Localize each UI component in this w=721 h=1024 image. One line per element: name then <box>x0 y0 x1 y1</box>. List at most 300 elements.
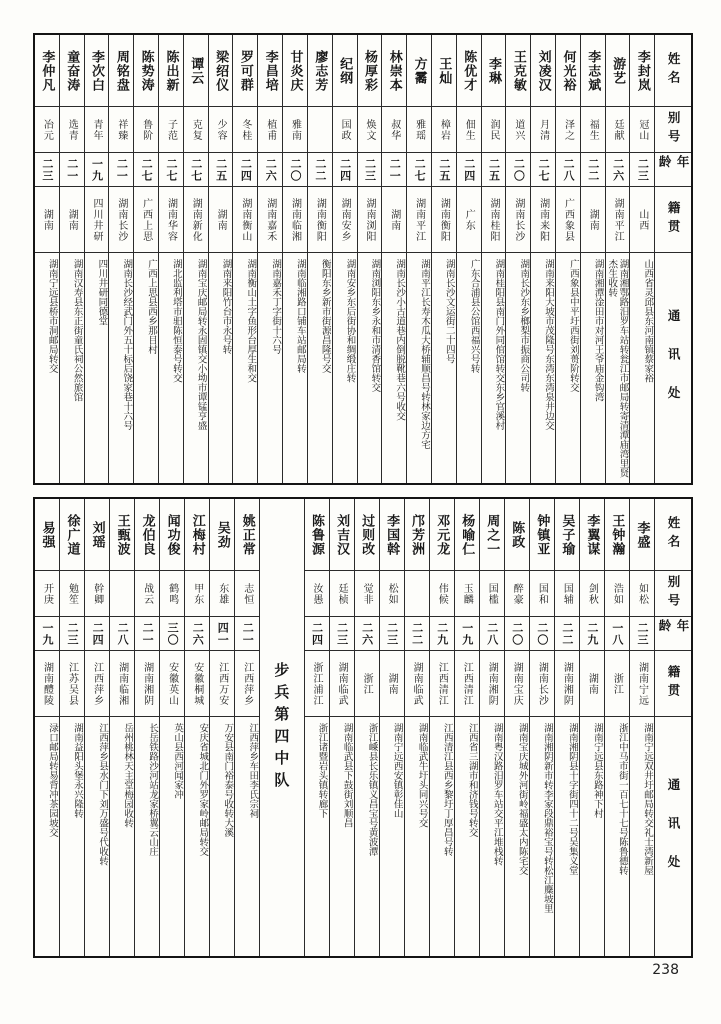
roster-table-top <box>33 33 693 485</box>
person-column <box>529 499 554 956</box>
unit-divider-label: 步兵第四中队 <box>272 661 291 794</box>
person-name: 纪纲 <box>333 35 357 107</box>
person-alias <box>110 571 134 617</box>
person-age: 二二 <box>581 153 605 187</box>
person-alias: 青年 <box>85 107 109 153</box>
header-address: 通讯处 <box>666 309 682 425</box>
person-age: 二七 <box>134 153 158 187</box>
person-age: 二一 <box>235 617 259 651</box>
person-name: 李盛 <box>630 499 654 571</box>
header-column <box>654 499 691 956</box>
person-column <box>579 499 604 956</box>
person-age: 二〇 <box>530 617 554 651</box>
person-column <box>184 499 209 956</box>
person-alias: 选青 <box>60 107 84 153</box>
person-name: 童奋涛 <box>60 35 84 107</box>
person-column <box>59 499 84 956</box>
person-column <box>629 499 654 956</box>
person-address: 衡阳东乡新市街源昌隆号交 <box>319 259 331 373</box>
person-column <box>554 499 579 956</box>
person-name: 李封岚 <box>630 35 654 107</box>
person-name: 谭云 <box>184 35 208 107</box>
person-native: 湖南来阳 <box>531 187 555 253</box>
person-native: 湖南长沙 <box>109 187 133 253</box>
person-age: 一九 <box>85 153 109 187</box>
person-name: 何光裕 <box>556 35 580 107</box>
person-alias <box>405 571 429 617</box>
person-age: 二七 <box>184 153 208 187</box>
person-alias: 子范 <box>159 107 183 153</box>
person-column <box>381 35 406 483</box>
person-name: 陈鲁源 <box>305 499 329 571</box>
person-address: 湖南益阳头堡永兴隆转 <box>72 723 84 818</box>
person-address: 湖南桂阳县南门外同倌馆转交东乡官溪村 <box>493 259 505 430</box>
person-age: 二四 <box>333 153 357 187</box>
person-age: 二八 <box>110 617 134 651</box>
person-native: 广东 <box>457 187 481 253</box>
person-column <box>133 35 158 483</box>
person-alias: 月清 <box>531 107 555 153</box>
person-name: 江梅村 <box>185 499 209 571</box>
person-native: 湖南安乡 <box>333 187 357 253</box>
person-address: 湖南粤汉路汨罗车站交平江堆栈转 <box>491 723 503 866</box>
person-alias: 剑秋 <box>580 571 604 617</box>
person-name: 游艺 <box>606 35 630 107</box>
person-address: 湖南临武县下鼓街刘顺昌 <box>341 723 353 828</box>
person-address: 浙江中马市街一百七十七号陈鲁德转 <box>616 723 628 875</box>
person-native: 江苏吴县 <box>60 651 84 717</box>
header-alias: 别号 <box>655 107 691 153</box>
person-address: 湖南湘潭淦田市对河王爷庙金钩湾 <box>592 259 604 402</box>
person-address: 山西省灵邱县东河南镇蔡家裕 <box>642 259 654 383</box>
person-column <box>159 499 184 956</box>
person-column <box>183 35 208 483</box>
person-address: 湖南宁远县桥市洞邮局转交 <box>46 259 58 373</box>
person-native: 四川井研 <box>85 187 109 253</box>
person-alias: 国政 <box>333 107 357 153</box>
person-age: 二六 <box>258 153 282 187</box>
person-native: 浙江浦江 <box>305 651 329 717</box>
person-alias: 克复 <box>184 107 208 153</box>
person-name: 陈优才 <box>457 35 481 107</box>
person-alias: 觉非 <box>355 571 379 617</box>
person-native: 湖南临武 <box>405 651 429 717</box>
person-age: 二一 <box>135 617 159 651</box>
person-column <box>481 35 506 483</box>
person-native: 湖南新化 <box>184 187 208 253</box>
person-native: 湖南 <box>380 651 404 717</box>
person-age: 一八 <box>605 617 629 651</box>
person-column <box>234 499 259 956</box>
person-alias: 雅南 <box>283 107 307 153</box>
person-column <box>304 499 329 956</box>
person-native: 湖南 <box>382 187 406 253</box>
person-age: 二八 <box>556 153 580 187</box>
person-name: 周铭盘 <box>109 35 133 107</box>
person-column <box>84 35 109 483</box>
person-native: 湖南湘阴 <box>480 651 504 717</box>
header-column <box>654 35 691 483</box>
person-native: 湖南嘉禾 <box>258 187 282 253</box>
person-age: 二三 <box>358 153 382 187</box>
person-address: 湖南临湘路口铺车站邮局转 <box>294 259 306 373</box>
person-name: 陈势涛 <box>134 35 158 107</box>
person-column <box>479 499 504 956</box>
person-native: 湖南浏阳 <box>358 187 382 253</box>
person-address: 四川井研同德堂 <box>96 259 108 326</box>
header-name: 姓名 <box>655 499 691 571</box>
person-name: 李仲凡 <box>35 35 59 107</box>
person-address: 湖南来阳竹台市永号转 <box>220 259 232 354</box>
person-native: 湖南衡阳 <box>308 187 332 253</box>
person-alias: 廷献 <box>606 107 630 153</box>
person-native: 湖南 <box>209 187 233 253</box>
person-name: 龙伯良 <box>135 499 159 571</box>
person-age: 三〇 <box>160 617 184 651</box>
person-column <box>257 35 282 483</box>
page-number: 238 <box>652 962 679 978</box>
person-native: 湖南宝庆 <box>505 651 529 717</box>
person-column <box>209 499 234 956</box>
header-address: 通讯处 <box>665 777 681 894</box>
person-age: 二三 <box>330 617 354 651</box>
person-address: 湖南宁远双井圩邮局转交礼士湾新屋 <box>641 723 653 875</box>
person-native: 湖南长沙 <box>530 651 554 717</box>
person-native: 湖南湘阴 <box>135 651 159 717</box>
person-column <box>605 35 630 483</box>
person-alias: 植甫 <box>258 107 282 153</box>
person-native: 江西清江 <box>430 651 454 717</box>
person-column <box>232 35 257 483</box>
person-column <box>379 499 404 956</box>
person-column <box>406 35 431 483</box>
header-age: 年龄 <box>655 153 691 187</box>
person-address: 湖南汉寿县东正街童氏祠公然旅馆 <box>71 259 83 402</box>
person-column <box>530 35 555 483</box>
person-native: 江西萍乡 <box>85 651 109 717</box>
person-native: 湖南平江 <box>407 187 431 253</box>
person-native: 江西萍乡 <box>235 651 259 717</box>
person-address: 浙江诸暨岩头镇转廊下 <box>316 723 328 818</box>
person-alias: 少容 <box>209 107 233 153</box>
person-name: 李志斌 <box>581 35 605 107</box>
person-age: 二〇 <box>505 617 529 651</box>
person-age: 二六 <box>185 617 209 651</box>
person-age: 二九 <box>430 617 454 651</box>
person-column <box>404 499 429 956</box>
person-alias: 樟岩 <box>432 107 456 153</box>
person-alias: 润民 <box>482 107 506 153</box>
person-age: 二二 <box>555 617 579 651</box>
person-age: 二二 <box>308 153 332 187</box>
person-alias: 战云 <box>135 571 159 617</box>
person-alias: 醉豪 <box>505 571 529 617</box>
header-name: 姓名 <box>655 35 691 107</box>
person-column <box>555 35 580 483</box>
person-native: 安徽桐城 <box>185 651 209 717</box>
person-alias: 冬桂 <box>233 107 257 153</box>
person-address: 湖南长沙小古道巷内倒脱靴巷六号收交 <box>394 259 406 421</box>
person-address: 广西上思县西乡那目村 <box>146 259 158 354</box>
person-column <box>35 35 59 483</box>
person-age: 二四 <box>305 617 329 651</box>
person-name: 李次白 <box>85 35 109 107</box>
person-age: 二〇 <box>506 153 530 187</box>
person-alias: 雅瑶 <box>407 107 431 153</box>
person-alias: 冠山 <box>630 107 654 153</box>
person-age: 二六 <box>355 617 379 651</box>
person-alias: 佃生 <box>457 107 481 153</box>
person-address: 湖南宝庆城外河街岭福盛太内陈宅交 <box>516 723 528 875</box>
person-native: 湖南湘阴 <box>555 651 579 717</box>
person-column <box>134 499 159 956</box>
person-name: 杨喻仁 <box>455 499 479 571</box>
person-native: 湖南 <box>581 187 605 253</box>
person-column <box>158 35 183 483</box>
person-native: 湖南临武 <box>330 651 354 717</box>
person-address: 渌口邮局转易背冲茶园坡交 <box>47 723 59 837</box>
person-address: 湖南湘阴新市转李家段鼎裕宝号转松江麋坡里 <box>541 723 553 913</box>
person-address: 湖南衡山土字鱼形台厚生和交 <box>245 259 257 383</box>
person-age: 一九 <box>35 617 59 651</box>
person-name: 过则改 <box>355 499 379 571</box>
person-alias: 玉麟 <box>455 571 479 617</box>
person-column <box>35 499 59 956</box>
person-age: 二一 <box>382 153 406 187</box>
roster-table-bottom <box>33 497 693 958</box>
person-alias: 泽之 <box>556 107 580 153</box>
person-age: 二九 <box>580 617 604 651</box>
person-alias: 开庚 <box>35 571 59 617</box>
person-age: 二三 <box>60 617 84 651</box>
person-native: 湖南平江 <box>606 187 630 253</box>
person-address: 江西萍乡县水门下刘万盛号代收转 <box>97 723 109 866</box>
person-native: 湖南 <box>35 187 59 253</box>
person-age: 二五 <box>209 153 233 187</box>
person-name: 王灿 <box>432 35 456 107</box>
person-alias: 东雄 <box>210 571 234 617</box>
person-name: 刘凌汉 <box>531 35 555 107</box>
person-age: 二三 <box>630 617 654 651</box>
person-column <box>580 35 605 483</box>
person-name: 李琳 <box>482 35 506 107</box>
person-age: 二三 <box>35 153 59 187</box>
person-column <box>604 499 629 956</box>
person-age: 二八 <box>480 617 504 651</box>
person-age: 二七 <box>407 153 431 187</box>
person-column <box>429 499 454 956</box>
person-age: 二四 <box>85 617 109 651</box>
header-native: 籍贯 <box>655 187 691 253</box>
person-address: 湖南宝庆邮局转永固镇交小坳市谭锰亨盛 <box>195 259 207 430</box>
person-age: 二〇 <box>283 153 307 187</box>
person-name: 王钟瀚 <box>605 499 629 571</box>
unit-divider <box>259 499 303 956</box>
person-column <box>357 35 382 483</box>
person-name: 周之一 <box>480 499 504 571</box>
person-name: 吴劲 <box>210 499 234 571</box>
person-alias: 叔华 <box>382 107 406 153</box>
person-age: 二七 <box>531 153 555 187</box>
person-alias: 志恒 <box>235 571 259 617</box>
person-age: 二五 <box>482 153 506 187</box>
person-address: 江西清江县西乡黎圩丁厚昌号转 <box>441 723 453 856</box>
person-native: 湖南 <box>580 651 604 717</box>
person-alias: 松如 <box>380 571 404 617</box>
person-age: 二三 <box>630 153 654 187</box>
person-name: 王克敏 <box>506 35 530 107</box>
person-age: 二七 <box>159 153 183 187</box>
person-column <box>109 499 134 956</box>
person-native: 湖南醴陵 <box>35 651 59 717</box>
person-native: 山西 <box>630 187 654 253</box>
person-alias: 浩如 <box>605 571 629 617</box>
person-name: 钟镇亚 <box>530 499 554 571</box>
person-name: 易强 <box>35 499 59 571</box>
person-address: 湖南长沙文运街二十四号 <box>443 259 455 364</box>
person-column <box>454 499 479 956</box>
person-native: 湖南衡阳 <box>432 187 456 253</box>
person-column <box>59 35 84 483</box>
person-name: 刘瑶 <box>85 499 109 571</box>
person-address: 湖南来阳大坡市茂隆号东湾东湾泉井边交 <box>543 259 555 430</box>
person-alias: 祥臻 <box>109 107 133 153</box>
person-name: 李昌培 <box>258 35 282 107</box>
person-alias: 勉笙 <box>60 571 84 617</box>
person-name: 林崇本 <box>382 35 406 107</box>
person-address: 湖南浏阳东乡永和市清香馆转交 <box>369 259 381 392</box>
person-column <box>332 35 357 483</box>
person-column <box>504 499 529 956</box>
person-name: 甘炎庆 <box>283 35 307 107</box>
person-alias: 伟候 <box>430 571 454 617</box>
person-alias: 如松 <box>630 571 654 617</box>
person-native: 浙江 <box>605 651 629 717</box>
person-alias: 汝愚 <box>305 571 329 617</box>
person-address: 湖南安乡东后街协和绸缎庄转 <box>344 259 356 383</box>
person-name: 姚正常 <box>235 499 259 571</box>
person-address: 湖南湘阴县十字街四十二号吴集义堂 <box>566 723 578 875</box>
person-alias: 鲁阶 <box>134 107 158 153</box>
person-native: 湖南 <box>60 187 84 253</box>
person-name: 王甄波 <box>110 499 134 571</box>
person-age: 二一 <box>60 153 84 187</box>
person-address: 浙江嵊县长乐镇义昌宝号黄波潭 <box>366 723 378 856</box>
person-native: 江西清江 <box>455 651 479 717</box>
person-address: 湖南嘉禾丁字街十六号 <box>270 259 282 354</box>
person-native: 湖南临湘 <box>110 651 134 717</box>
person-age: 二二 <box>405 617 429 651</box>
person-address: 长岳铁路沙河站龙家桥翼云山庄 <box>147 723 159 856</box>
person-name: 吴子瑜 <box>555 499 579 571</box>
person-name: 李翼谋 <box>580 499 604 571</box>
person-age: 二四 <box>233 153 257 187</box>
person-name: 梁绍仪 <box>209 35 233 107</box>
person-alias: 焕文 <box>358 107 382 153</box>
person-name: 刘吉汉 <box>330 499 354 571</box>
person-address: 湖南临武牛圩头同兴号交 <box>416 723 428 828</box>
person-address: 广西象县中平圩西街刘蒉阶转交 <box>567 259 579 392</box>
person-name: 廖志芳 <box>308 35 332 107</box>
person-native: 江西万安 <box>210 651 234 717</box>
person-name: 陈出新 <box>159 35 183 107</box>
person-column <box>307 35 332 483</box>
person-native: 湖南衡山 <box>233 187 257 253</box>
person-column <box>629 35 654 483</box>
person-alias: 幹卿 <box>85 571 109 617</box>
person-alias: 国辅 <box>555 571 579 617</box>
header-alias: 别号 <box>655 571 691 617</box>
person-address: 湖南平江长寿木瓜大桥辅顺昌号转林家边方宅 <box>418 259 430 449</box>
person-column <box>84 499 109 956</box>
person-native: 湖南桂阳 <box>482 187 506 253</box>
person-address: 湖南湘鄂路汨罗车站转瓮江市邮局转寄清潭庙湾里贤杰生收转 <box>606 259 629 478</box>
person-address: 江西萍乡车田李氏宗祠 <box>247 723 259 818</box>
person-name: 陈政 <box>505 499 529 571</box>
person-address: 英山县西河闻家冲 <box>172 723 184 799</box>
person-column <box>505 35 530 483</box>
person-alias: 冶元 <box>35 107 59 153</box>
person-name: 邓元龙 <box>430 499 454 571</box>
person-name: 闻功俊 <box>160 499 184 571</box>
person-address: 湖南宁远县东路神下村 <box>591 723 603 818</box>
person-native: 湖南华容 <box>159 187 183 253</box>
person-address: 湖北监利塔市驲陈恒泰号转交 <box>170 259 182 383</box>
person-column <box>282 35 307 483</box>
person-name: 李国斡 <box>380 499 404 571</box>
person-native: 湖南临湘 <box>283 187 307 253</box>
person-column <box>354 499 379 956</box>
person-name: 罗可群 <box>233 35 257 107</box>
person-age: 二三 <box>380 617 404 651</box>
person-alias: 甲东 <box>185 571 209 617</box>
person-age: 二四 <box>457 153 481 187</box>
person-age: 二五 <box>432 153 456 187</box>
person-address: 湖南宁远西安镇彰佳山 <box>391 723 403 818</box>
person-native: 安徽英山 <box>160 651 184 717</box>
person-column <box>108 35 133 483</box>
person-age: 二六 <box>606 153 630 187</box>
person-native: 湖南长沙 <box>506 187 530 253</box>
person-address: 广东合浦县公馆西福兴号转 <box>468 259 480 373</box>
header-age: 年龄 <box>655 617 691 651</box>
person-alias: 国槛 <box>480 571 504 617</box>
person-name: 方霱 <box>407 35 431 107</box>
person-address: 湖南长沙东乡榔梨市振商公司转 <box>518 259 530 392</box>
person-name: 邝芳洲 <box>405 499 429 571</box>
person-name: 徐广道 <box>60 499 84 571</box>
person-alias <box>308 107 332 153</box>
person-alias: 廷桢 <box>330 571 354 617</box>
person-age: 二一 <box>109 153 133 187</box>
person-alias: 福生 <box>581 107 605 153</box>
person-column <box>456 35 481 483</box>
person-address: 湖南长沙经武门外五十标后饶家巷十六号 <box>121 259 133 430</box>
person-native: 广西象县 <box>556 187 580 253</box>
header-native: 籍贯 <box>655 651 691 717</box>
person-column <box>208 35 233 483</box>
person-address: 万安县南门裕泰号收转大溪 <box>222 723 234 837</box>
person-native: 湖南宁远 <box>630 651 654 717</box>
person-age: 一九 <box>455 617 479 651</box>
person-address: 江西省三湖市和济钱号转交 <box>466 723 478 837</box>
person-column <box>329 499 354 956</box>
person-alias: 鹤鸣 <box>160 571 184 617</box>
person-name: 杨厚彩 <box>358 35 382 107</box>
person-address: 安庆省城北门外罗家岭邮局转交 <box>197 723 209 856</box>
person-address: 岳州桃林天主堂梅园收转 <box>122 723 134 828</box>
person-age: 四一 <box>210 617 234 651</box>
